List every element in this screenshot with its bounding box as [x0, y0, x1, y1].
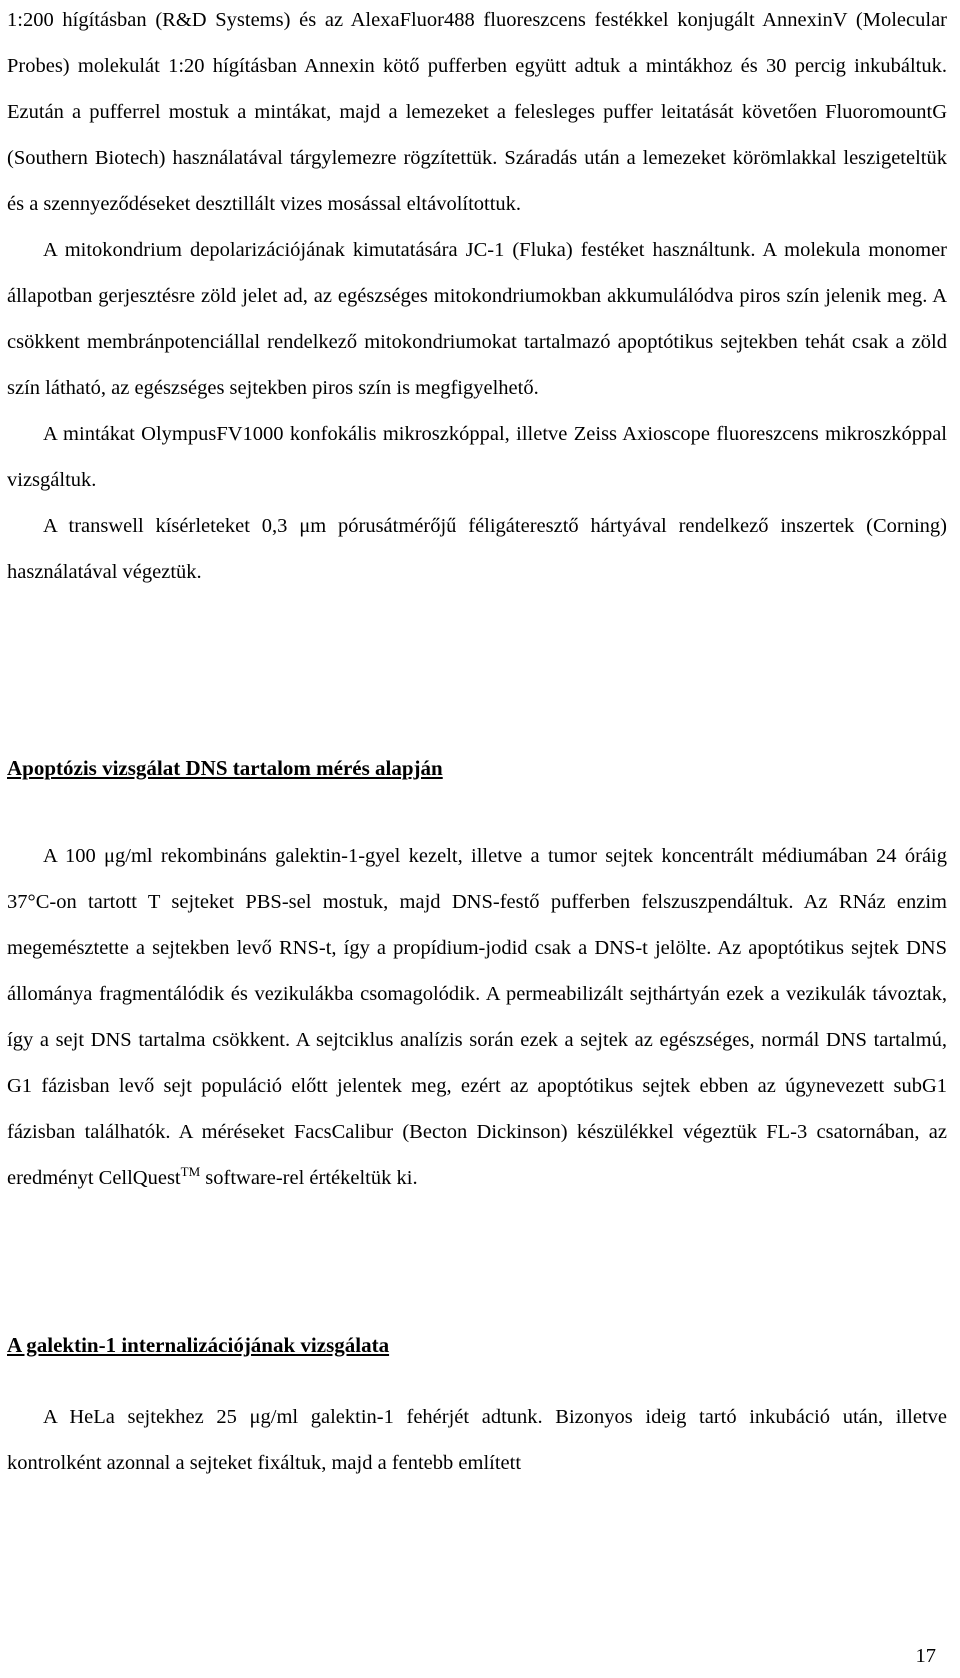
paragraph-apoptosis-dna-end: software-rel értékeltük ki.	[200, 1167, 418, 1189]
paragraph-apoptosis-dna	[7, 833, 947, 1201]
heading-galectin-internalization: A galektin-1 internalizációjának vizsgálata	[7, 1333, 390, 1357]
section-methods-staining	[7, 0, 947, 595]
section-galectin-internalization	[7, 1394, 947, 1486]
paragraph-annexin: 1:200 hígításban (R&D Systems) és az AlexaFluor488 fluoreszcens festékkel konjugált AnnexinV (Molecular Probes) molekulát 1:20 hígításban Annexin kötő pufferben együtt adtuk a mintákhoz és 30 percig inkubáltuk. Ezután a pufferrel mostuk a mintákat, majd a lemezeket a felesleges puffer leitatását követően FluoromountG (Southern Biotech) használatával tárgylemezre rögzítettük. Száradás után a lemezeket körömlakkal leszigeteltük és a szennyeződéseket desztillált vizes mosással eltávolítottuk.	[7, 9, 947, 215]
paragraph-jc1: A mitokondrium depolarizációjának kimutatására JC-1 (Fluka) festéket használtunk. A molekula monomer állapotban gerjesztésre zöld jelet ad, az egészséges mitokondriumokban akkumulálódva piros szín jelenik meg. A csökkent membránpotenciállal rendelkező mitokondriumokat tartalmazó apoptótikus sejtekben tehát csak a zöld szín látható, az egészséges sejtekben piros szín is megfigyelhető.	[7, 239, 947, 399]
paragraph-hela: A HeLa sejtekhez 25 μg/ml galektin-1 fehérjét adtunk. Bizonyos ideig tartó inkubáció után, illetve kontrolként azonnal a sejteket fixáltuk, majd a fentebb említett	[7, 1406, 947, 1474]
page-number: 17	[915, 1645, 936, 1667]
trademark-superscript: TM	[180, 1164, 201, 1179]
paragraph-apoptosis-dna-text: A 100 μg/ml rekombináns galektin-1-gyel kezelt, illetve a tumor sejtek koncentrált médiumában 24 óráig 37°C-on tartott T sejteket PBS-sel mostuk, majd DNS-festő pufferben felszuszpendáltuk. Az RNáz enzim megemésztette a sejtekben levő RNS-t, így a propídium-jodid csak a DNS-t jelölte. Az apoptótikus sejtek DNS állománya fragmentálódik és vezikulákba csomagolódik. A permeabilizált sejthártyán ezek a vezikulák távoztak, így a sejt DNS tartalma csökkent. A sejtciklus analízis során ezek a sejtek az egészséges, normál DNS tartalmú, G1 fázisban levő sejt populáció előtt jelentek meg, ezért az apoptótikus sejtek ebben az úgynevezett subG1 fázisban találhatók. A méréseket FacsCalibur (Becton Dickinson) készülékkel végeztük FL-3 csatornában, az eredményt CellQuest	[7, 845, 947, 1189]
section-apoptosis-dna	[7, 833, 947, 1201]
heading-apoptosis-dna: Apoptózis vizsgálat DNS tartalom mérés alapján	[7, 756, 443, 780]
paragraph-transwell: A transwell kísérleteket 0,3 μm pórusátmérőjű féligáteresztő hártyával rendelkező inszertek (Corning) használatával végeztük.	[7, 515, 947, 583]
paragraph-microscopy: A mintákat OlympusFV1000 konfokális mikroszkóppal, illetve Zeiss Axioscope fluoreszcens mikroszkóppal vizsgáltuk.	[7, 423, 947, 491]
